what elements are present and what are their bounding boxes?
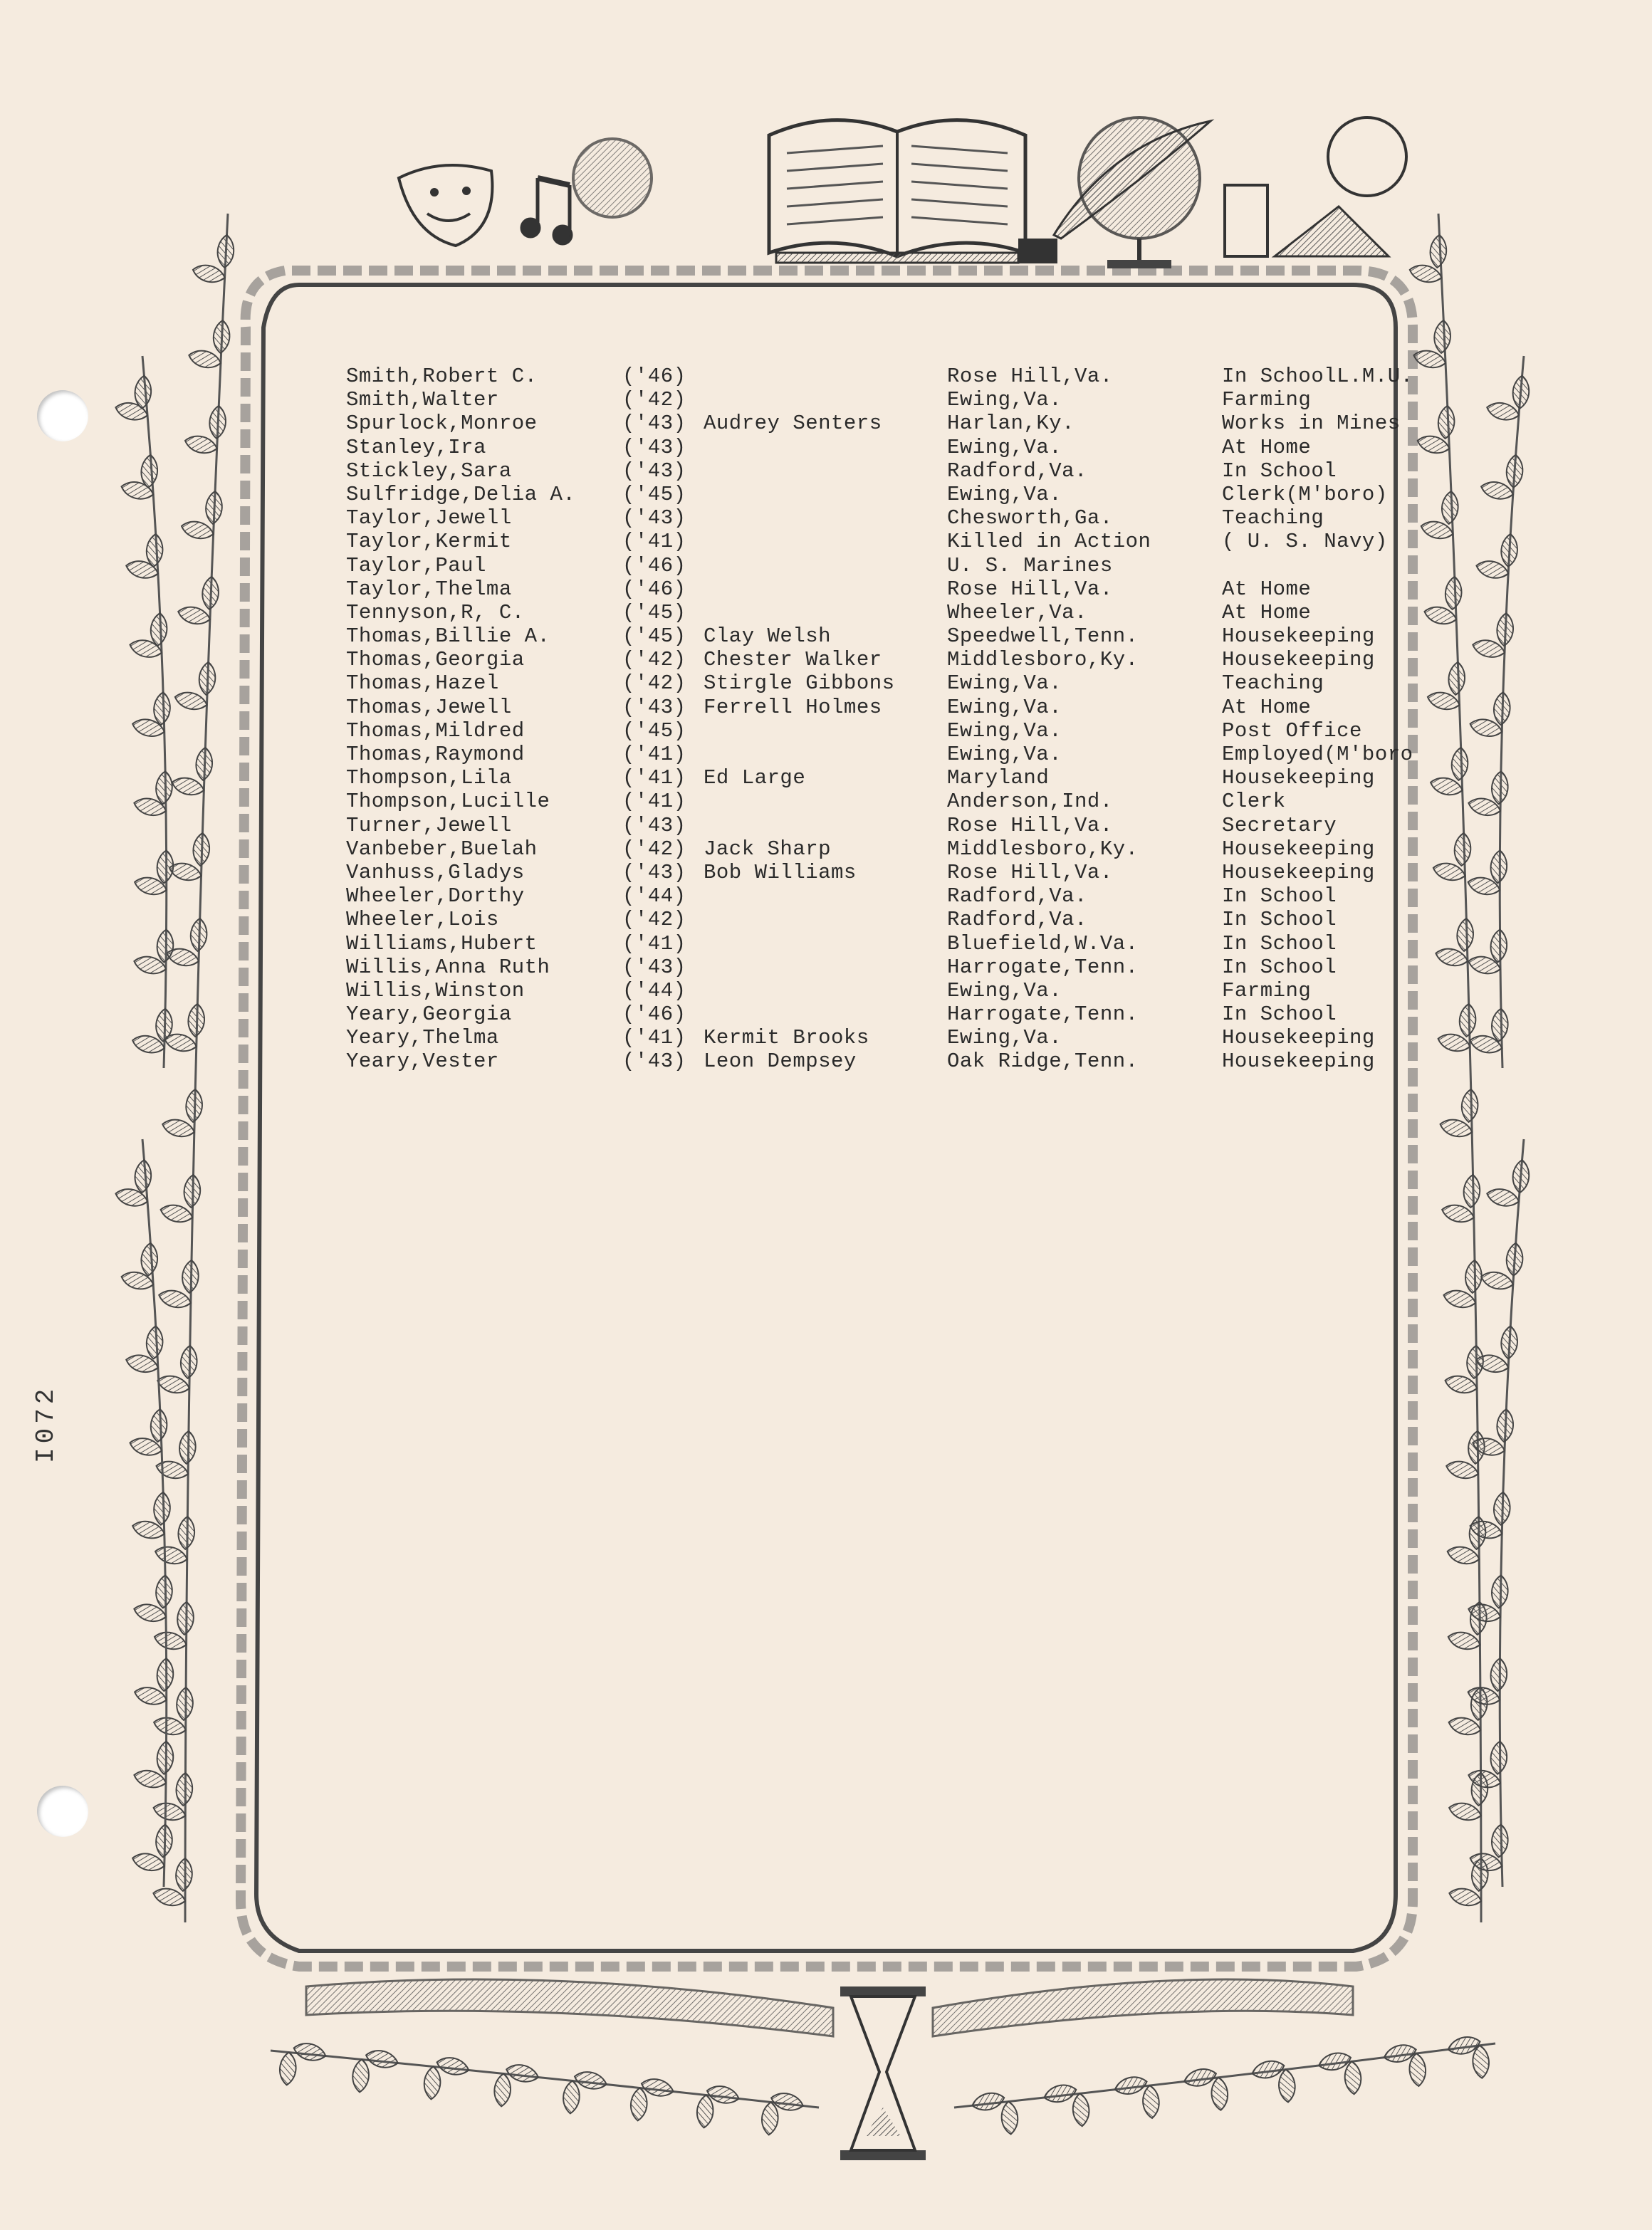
entry-spouse: Leon Dempsey bbox=[704, 1049, 857, 1074]
entry-place: Radford,Va. bbox=[947, 884, 1087, 909]
entry-occupation: Teaching bbox=[1222, 506, 1324, 530]
entry-place: Harrogate,Tenn. bbox=[947, 1003, 1139, 1027]
entry-name: Thomas,Jewell bbox=[346, 695, 512, 719]
entry-occupation: In School bbox=[1222, 459, 1337, 483]
entry-year: ('41) bbox=[622, 743, 686, 766]
entry-place: U. S. Marines bbox=[947, 553, 1113, 577]
entry-place: Killed in Action bbox=[947, 530, 1151, 554]
entry-year: ('41) bbox=[622, 931, 686, 956]
entry-name: Vanbeber,Buelah bbox=[346, 837, 538, 861]
listing-row bbox=[346, 790, 1471, 813]
listing-row bbox=[346, 979, 1471, 1003]
listing-row bbox=[346, 766, 1471, 790]
entry-place: Wheeler,Va. bbox=[947, 600, 1087, 624]
entry-year: ('43) bbox=[622, 459, 686, 483]
entry-place: Ewing,Va. bbox=[947, 671, 1062, 696]
entry-spouse: Clay Welsh bbox=[704, 624, 832, 649]
listing-row bbox=[346, 459, 1471, 483]
entry-name: Taylor,Thelma bbox=[346, 577, 512, 601]
entry-year: ('43) bbox=[622, 955, 686, 979]
entry-place: Anderson,Ind. bbox=[947, 790, 1113, 814]
listing-row bbox=[346, 671, 1471, 695]
entry-place: Middlesboro,Ky. bbox=[947, 837, 1139, 861]
listing-row bbox=[346, 506, 1471, 530]
entry-occupation: Teaching bbox=[1222, 671, 1324, 696]
book-icon bbox=[769, 120, 1025, 263]
entry-name: Taylor,Jewell bbox=[346, 506, 512, 530]
entry-year: ('42) bbox=[622, 388, 686, 412]
entry-place: Ewing,Va. bbox=[947, 743, 1062, 766]
entry-name: Yeary,Vester bbox=[346, 1049, 499, 1074]
entry-name: Wheeler,Lois bbox=[346, 908, 499, 932]
page-number: I072 bbox=[31, 1384, 61, 1463]
listing-row bbox=[346, 648, 1471, 671]
entry-place: Rose Hill,Va. bbox=[947, 577, 1113, 601]
entry-year: ('42) bbox=[622, 671, 686, 696]
entry-year: ('43) bbox=[622, 412, 686, 436]
entry-year: ('45) bbox=[622, 482, 686, 506]
entry-name: Yeary,Thelma bbox=[346, 1026, 499, 1050]
entry-name: Turner,Jewell bbox=[346, 813, 512, 837]
entry-year: ('43) bbox=[622, 1049, 686, 1074]
entry-occupation: In School bbox=[1222, 955, 1337, 979]
bottom-ribbon bbox=[306, 1979, 1353, 2036]
entry-occupation: Secretary bbox=[1222, 813, 1337, 837]
entry-year: ('46) bbox=[622, 553, 686, 577]
entry-name: Sulfridge,Delia A. bbox=[346, 482, 576, 506]
entry-occupation: In School bbox=[1222, 1003, 1337, 1027]
listing-row bbox=[346, 743, 1471, 766]
listing-row bbox=[346, 1026, 1471, 1049]
entry-year: ('44) bbox=[622, 884, 686, 909]
music-notes-icon bbox=[522, 178, 571, 244]
entry-spouse: Bob Williams bbox=[704, 860, 857, 884]
entry-name: Thompson,Lila bbox=[346, 766, 512, 790]
entry-name: Wheeler,Dorthy bbox=[346, 884, 525, 909]
entry-year: ('46) bbox=[622, 365, 686, 388]
entry-place: Ewing,Va. bbox=[947, 978, 1062, 1003]
entry-place: Rose Hill,Va. bbox=[947, 860, 1113, 884]
entry-year: ('46) bbox=[622, 1003, 686, 1027]
entry-occupation: Housekeeping bbox=[1222, 1026, 1375, 1050]
entry-place: Bluefield,W.Va. bbox=[947, 931, 1139, 956]
entry-year: ('44) bbox=[622, 978, 686, 1003]
entry-place: Ewing,Va. bbox=[947, 695, 1062, 719]
entry-occupation: At Home bbox=[1222, 577, 1312, 601]
entry-name: Stickley,Sara bbox=[346, 459, 512, 483]
listing-row bbox=[346, 696, 1471, 719]
entry-place: Middlesboro,Ky. bbox=[947, 648, 1139, 672]
entry-name: Thomas,Georgia bbox=[346, 648, 525, 672]
entry-year: ('43) bbox=[622, 435, 686, 459]
entry-year: ('42) bbox=[622, 837, 686, 861]
entry-place: Oak Ridge,Tenn. bbox=[947, 1049, 1139, 1074]
entry-occupation: Post Office bbox=[1222, 718, 1362, 743]
alumni-listing bbox=[346, 365, 1471, 1074]
listing-row bbox=[346, 837, 1471, 861]
entry-year: ('43) bbox=[622, 506, 686, 530]
entry-name: Yeary,Georgia bbox=[346, 1003, 512, 1027]
listing-row bbox=[346, 956, 1471, 979]
hourglass-icon bbox=[840, 1986, 926, 2160]
listing-row bbox=[346, 861, 1471, 884]
entry-year: ('45) bbox=[622, 624, 686, 649]
entry-occupation: Farming bbox=[1222, 978, 1312, 1003]
entry-occupation: Works in Mines bbox=[1222, 412, 1401, 436]
entry-occupation: Housekeeping bbox=[1222, 624, 1375, 649]
entry-place: Radford,Va. bbox=[947, 908, 1087, 932]
listing-row bbox=[346, 554, 1471, 577]
entry-place: Ewing,Va. bbox=[947, 435, 1062, 459]
listing-row bbox=[346, 483, 1471, 506]
entry-name: Taylor,Kermit bbox=[346, 530, 512, 554]
entry-year: ('41) bbox=[622, 1026, 686, 1050]
entry-place: Ewing,Va. bbox=[947, 718, 1062, 743]
listing-row bbox=[346, 1049, 1471, 1073]
entry-name: Willis,Anna Ruth bbox=[346, 955, 550, 979]
entry-occupation: Housekeeping bbox=[1222, 1049, 1375, 1074]
entry-occupation: In School bbox=[1222, 931, 1337, 956]
entry-place: Rose Hill,Va. bbox=[947, 365, 1113, 388]
entry-year: ('43) bbox=[622, 860, 686, 884]
entry-year: ('45) bbox=[622, 600, 686, 624]
entry-spouse: Jack Sharp bbox=[704, 837, 832, 861]
entry-occupation: Farming bbox=[1222, 388, 1312, 412]
entry-year: ('46) bbox=[622, 577, 686, 601]
listing-row bbox=[346, 388, 1471, 412]
listing-row bbox=[346, 530, 1471, 553]
entry-spouse: Ed Large bbox=[704, 766, 806, 790]
entry-occupation: In School bbox=[1222, 884, 1337, 909]
entry-year: ('42) bbox=[622, 908, 686, 932]
entry-spouse: Audrey Senters bbox=[704, 412, 882, 436]
entry-name: Tennyson,R, C. bbox=[346, 600, 525, 624]
listing-row bbox=[346, 719, 1471, 743]
entry-place: Speedwell,Tenn. bbox=[947, 624, 1139, 649]
listing-row bbox=[346, 577, 1471, 601]
listing-row bbox=[346, 1003, 1471, 1026]
entry-place: Radford,Va. bbox=[947, 459, 1087, 483]
entry-occupation: In School bbox=[1222, 908, 1337, 932]
entry-occupation: Housekeeping bbox=[1222, 766, 1375, 790]
entry-name: Thomas,Raymond bbox=[346, 743, 525, 766]
entry-spouse: Kermit Brooks bbox=[704, 1026, 869, 1050]
entry-occupation: In SchoolL.M.U. bbox=[1222, 365, 1413, 388]
listing-row bbox=[346, 624, 1471, 648]
inkwell-icon bbox=[1225, 117, 1406, 256]
listing-row bbox=[346, 814, 1471, 837]
listing-row bbox=[346, 436, 1471, 459]
entry-year: ('42) bbox=[622, 648, 686, 672]
entry-occupation: Housekeeping bbox=[1222, 860, 1375, 884]
entry-occupation: Housekeeping bbox=[1222, 648, 1375, 672]
entry-name: Vanhuss,Gladys bbox=[346, 860, 525, 884]
listing-row bbox=[346, 601, 1471, 624]
entry-year: ('41) bbox=[622, 766, 686, 790]
entry-occupation: Clerk(M'boro) bbox=[1222, 482, 1388, 506]
entry-name: Thomas,Hazel bbox=[346, 671, 499, 696]
entry-name: Taylor,Paul bbox=[346, 553, 486, 577]
entry-spouse: Stirgle Gibbons bbox=[704, 671, 895, 696]
listing-row bbox=[346, 932, 1471, 956]
entry-place: Ewing,Va. bbox=[947, 1026, 1062, 1050]
entry-place: Ewing,Va. bbox=[947, 482, 1062, 506]
entry-name: Thomas,Billie A. bbox=[346, 624, 550, 649]
entry-occupation: ( U. S. Navy) bbox=[1222, 530, 1388, 554]
entry-year: ('41) bbox=[622, 530, 686, 554]
listing-row bbox=[346, 412, 1471, 435]
entry-place: Harrogate,Tenn. bbox=[947, 955, 1139, 979]
entry-place: Chesworth,Ga. bbox=[947, 506, 1113, 530]
entry-year: ('43) bbox=[622, 813, 686, 837]
listing-row bbox=[346, 365, 1471, 388]
entry-year: ('43) bbox=[622, 695, 686, 719]
entry-spouse: Chester Walker bbox=[704, 648, 882, 672]
listing-row bbox=[346, 908, 1471, 931]
entry-occupation: At Home bbox=[1222, 600, 1312, 624]
entry-name: Thomas,Mildred bbox=[346, 718, 525, 743]
entry-place: Harlan,Ky. bbox=[947, 412, 1075, 436]
entry-name: Stanley,Ira bbox=[346, 435, 486, 459]
entry-name: Williams,Hubert bbox=[346, 931, 538, 956]
entry-name: Spurlock,Monroe bbox=[346, 412, 538, 436]
entry-name: Thompson,Lucille bbox=[346, 790, 550, 814]
entry-occupation: Housekeeping bbox=[1222, 837, 1375, 861]
entry-spouse: Ferrell Holmes bbox=[704, 695, 882, 719]
entry-place: Ewing,Va. bbox=[947, 388, 1062, 412]
entry-year: ('41) bbox=[622, 790, 686, 814]
entry-name: Smith,Walter bbox=[346, 388, 499, 412]
entry-place: Maryland bbox=[947, 766, 1050, 790]
entry-occupation: Employed(M'boro bbox=[1222, 743, 1413, 766]
entry-occupation: At Home bbox=[1222, 695, 1312, 719]
listing-row bbox=[346, 884, 1471, 908]
entry-occupation: Clerk bbox=[1222, 790, 1286, 814]
entry-name: Smith,Robert C. bbox=[346, 365, 538, 388]
entry-year: ('45) bbox=[622, 718, 686, 743]
entry-occupation: At Home bbox=[1222, 435, 1312, 459]
entry-place: Rose Hill,Va. bbox=[947, 813, 1113, 837]
entry-name: Willis,Winston bbox=[346, 978, 525, 1003]
